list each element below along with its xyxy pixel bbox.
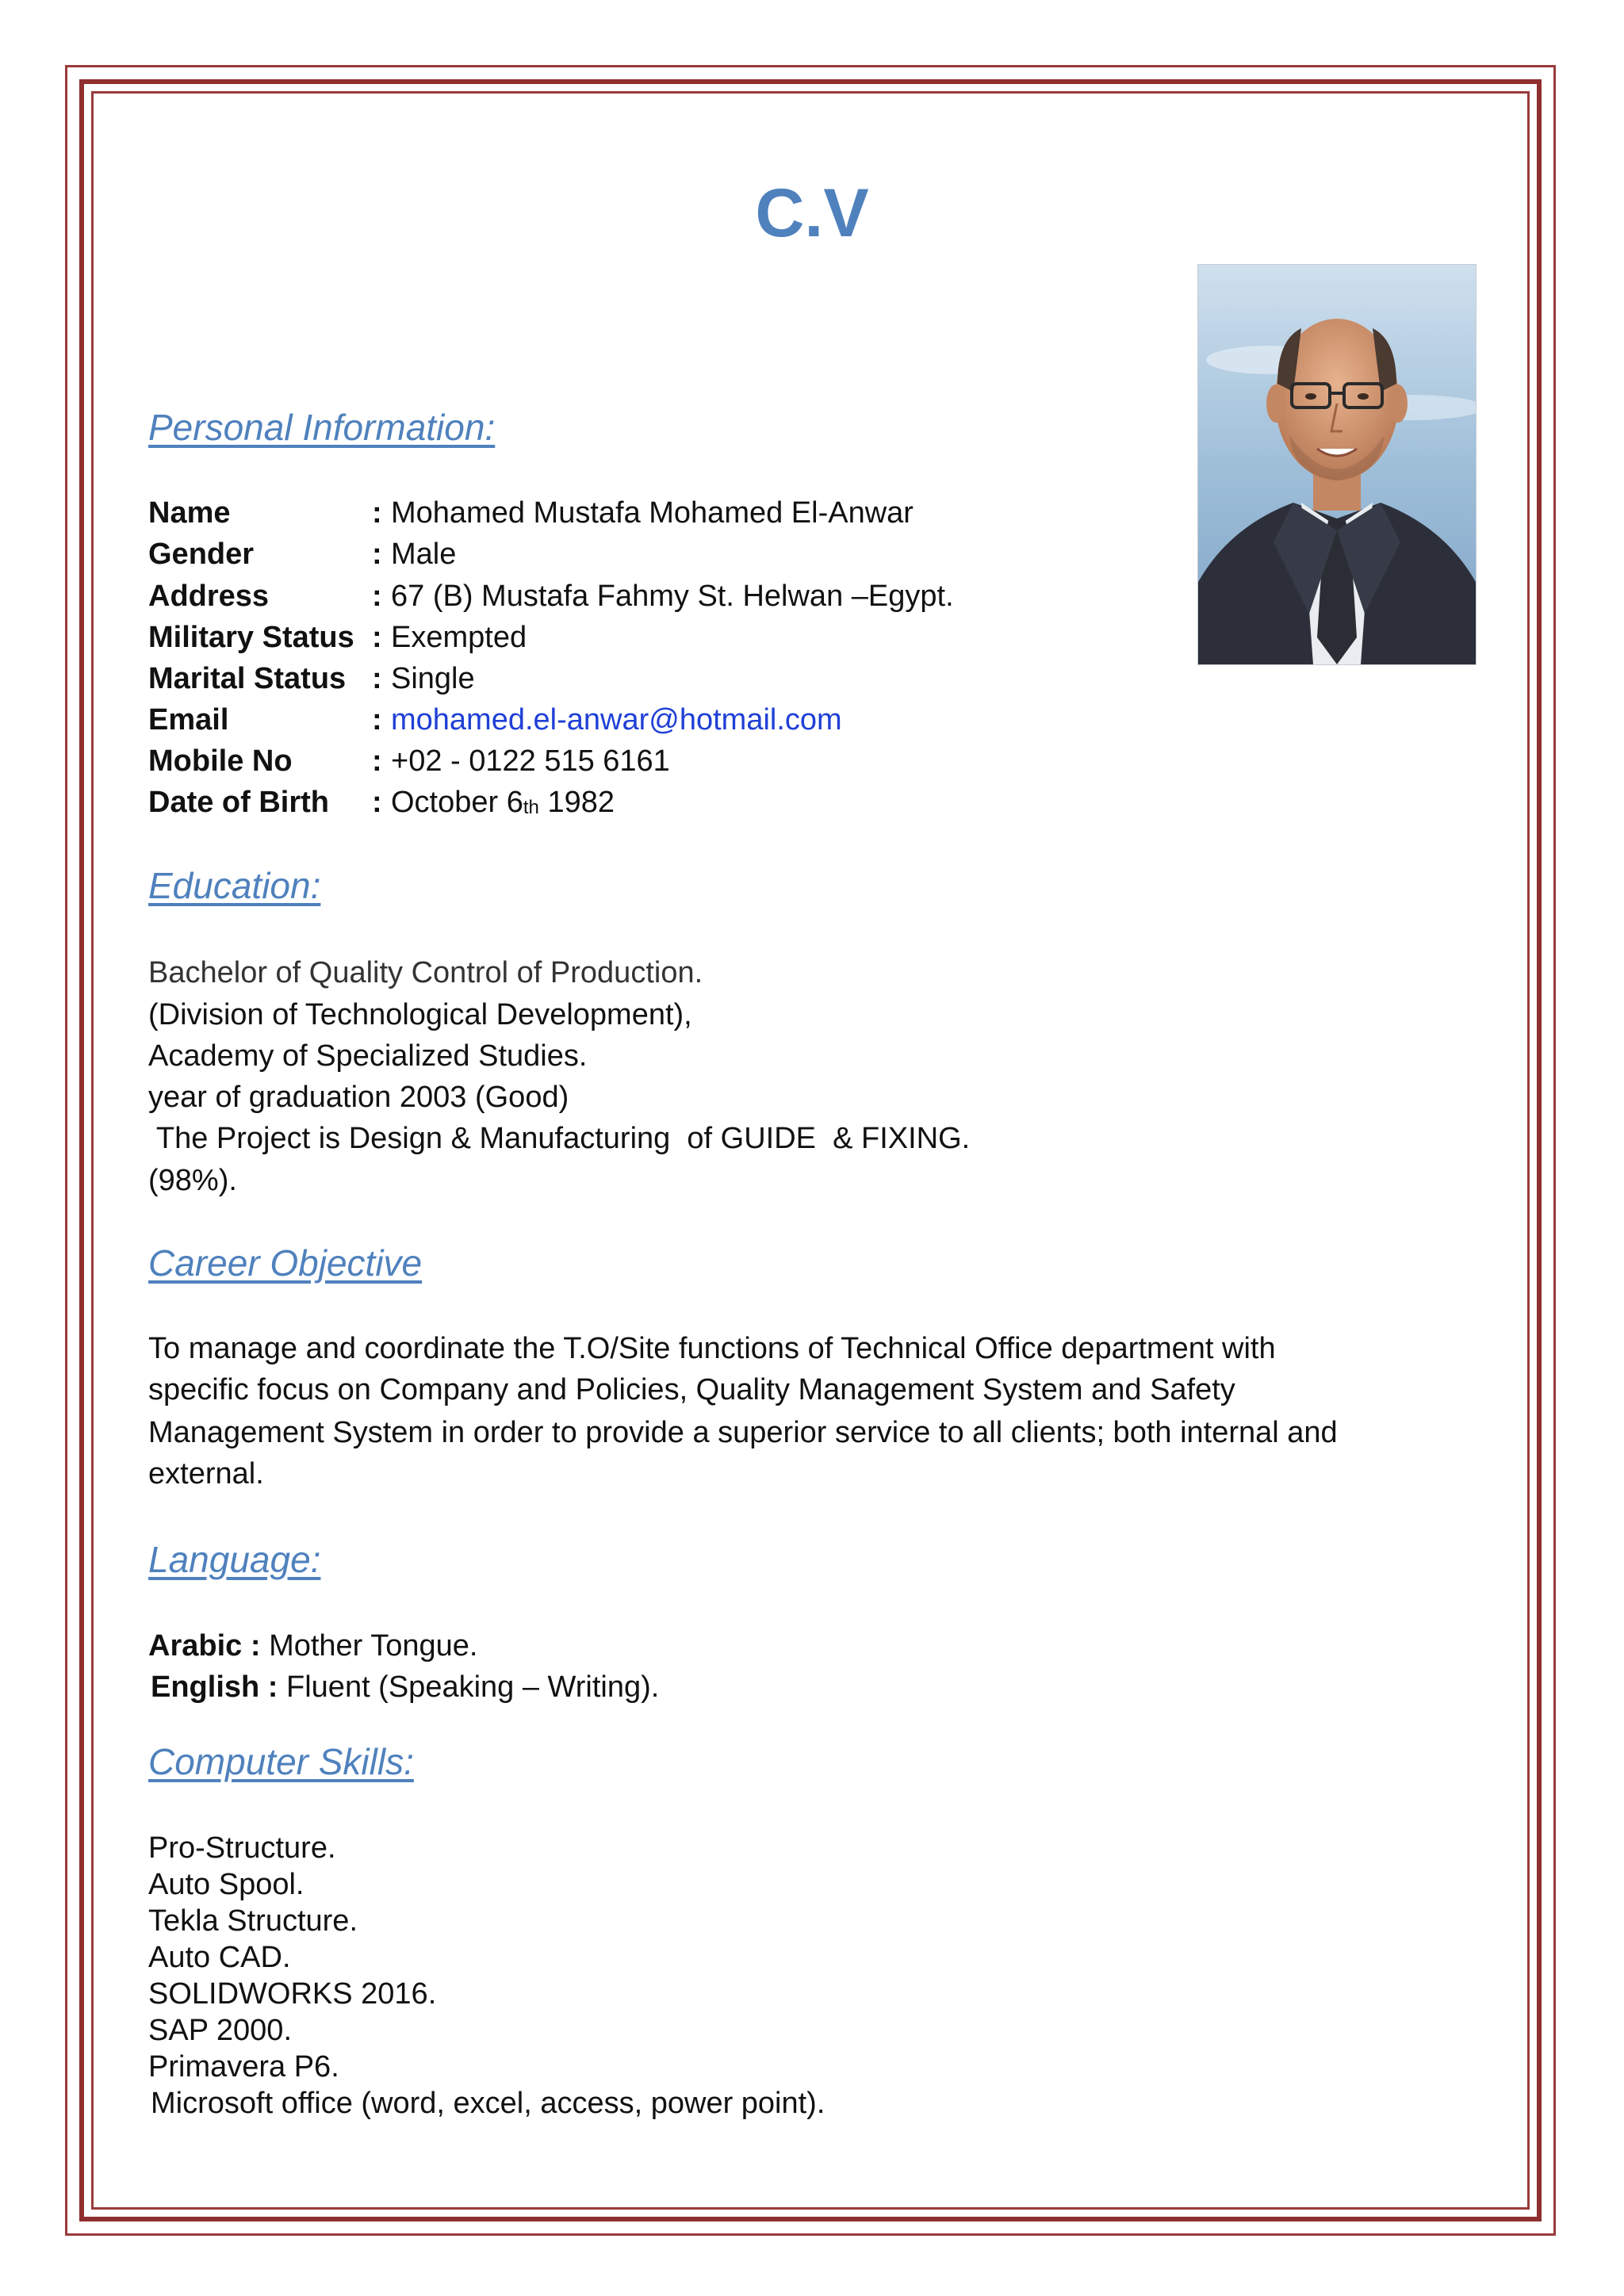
info-label: Date of Birth (148, 786, 329, 819)
education-line: Bachelor of Quality Control of Production. (148, 956, 703, 989)
skill-item: Tekla Structure. (148, 1904, 358, 1938)
language-label: Arabic (148, 1629, 243, 1663)
info-label: Mobile No (148, 744, 293, 778)
dob-year: 1982 (538, 786, 615, 819)
education-line: (98%). (148, 1164, 237, 1197)
info-colon: : (372, 621, 382, 654)
info-label: Name (148, 496, 231, 530)
language-row-arabic (148, 1629, 477, 1663)
dob-suffix: th (523, 797, 539, 818)
language-label: English (151, 1670, 260, 1704)
education-line: The Project is Design & Manufacturing of GUIDE & FIXING. (148, 1122, 971, 1155)
language-level: Fluent (Speaking – Writing). (286, 1670, 660, 1704)
language-heading: Language: (148, 1539, 321, 1580)
info-value: Single (391, 662, 475, 695)
info-label: Gender (148, 538, 255, 571)
career-objective-heading: Career Objective (148, 1242, 423, 1284)
skill-item: Primavera P6. (148, 2050, 339, 2084)
email-link[interactable]: mohamed.el-anwar@hotmail.com (391, 703, 842, 737)
language-separator: : (259, 1670, 287, 1704)
skill-item: SOLIDWORKS 2016. (148, 1977, 437, 2011)
personal-info-heading: Personal Information: (148, 407, 496, 448)
info-value: Mohamed Mustafa Mohamed El-Anwar (391, 496, 914, 530)
info-colon: : (372, 703, 382, 737)
info-value: 67 (B) Mustafa Fahmy St. Helwan –Egypt. (391, 580, 954, 613)
info-label: Email (148, 703, 229, 737)
language-row-english (151, 1670, 659, 1705)
skill-item: Auto CAD. (148, 1941, 291, 1974)
skill-item: Microsoft office (word, excel, access, power point). (151, 2087, 825, 2120)
career-line: Management System in order to provide a superior service to all clients; both internal and (148, 1416, 1338, 1449)
info-value: +02 - 0122 515 6161 (391, 744, 670, 778)
language-level: Mother Tongue. (269, 1629, 478, 1663)
education-heading: Education: (148, 865, 321, 906)
cv-title: C.V (755, 175, 869, 251)
education-line: Academy of Specialized Studies. (148, 1039, 588, 1073)
info-colon: : (372, 580, 382, 613)
skill-item: SAP 2000. (148, 2014, 293, 2047)
info-colon: : (372, 662, 382, 695)
language-separator: : (242, 1629, 270, 1663)
career-line: external. (148, 1457, 264, 1490)
education-line: year of graduation 2003 (Good) (148, 1081, 569, 1114)
career-line: specific focus on Company and Policies, Quality Management System and Safety (148, 1373, 1235, 1406)
profile-photo (1197, 264, 1477, 665)
skill-item: Auto Spool. (148, 1868, 304, 1901)
info-label: Address (148, 580, 270, 613)
info-label: Marital Status (148, 662, 347, 695)
computer-skills-heading: Computer Skills: (148, 1741, 414, 1782)
info-value (391, 786, 615, 820)
info-colon: : (372, 538, 382, 571)
education-line: (Division of Technological Development), (148, 998, 692, 1031)
info-colon: : (372, 786, 382, 819)
info-value: Exempted (391, 621, 527, 654)
info-colon: : (372, 496, 382, 530)
skill-item: Pro-Structure. (148, 1831, 336, 1865)
info-value: Male (391, 538, 457, 571)
career-line: To manage and coordinate the T.O/Site functions of Technical Office department with (148, 1332, 1276, 1365)
info-colon: : (372, 744, 382, 778)
dob-day: October 6 (391, 786, 523, 819)
info-label: Military Status (148, 621, 354, 654)
